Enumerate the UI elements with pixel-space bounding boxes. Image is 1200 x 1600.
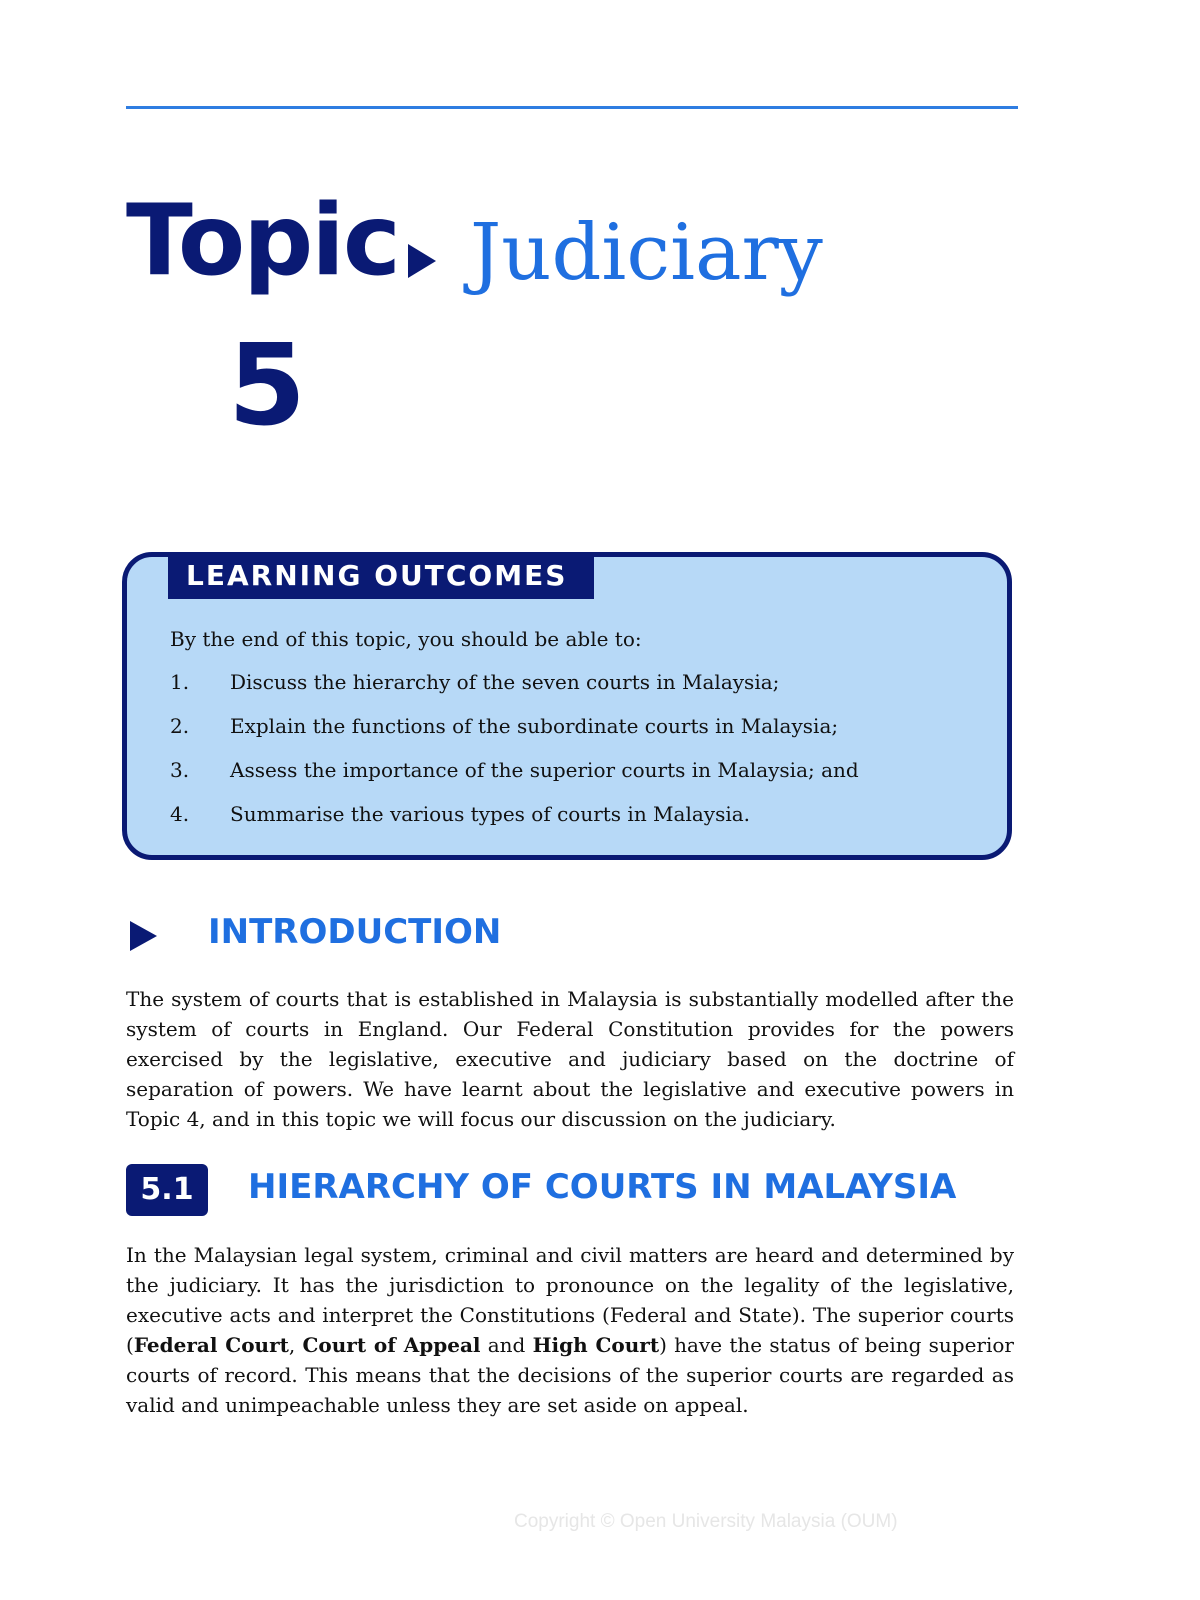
section-heading: HIERARCHY OF COURTS IN MALAYSIA <box>248 1167 957 1207</box>
paragraph-text: and <box>480 1333 533 1357</box>
list-item-number: 3. <box>170 758 190 782</box>
paragraph-text: ) have the status of being superior courts of record. This means that the decisions of the superior courts are regarded as valid and unimpeachable unless they are set aside on appeal. <box>126 1333 1014 1417</box>
list-item-text: Discuss the hierarchy of the seven courts in Malaysia; <box>230 670 780 694</box>
paragraph-text: , <box>288 1333 303 1357</box>
play-arrow-icon <box>130 921 157 951</box>
learning-outcomes-heading: LEARNING OUTCOMES <box>168 553 594 599</box>
paragraph-text: In the Malaysian legal system, criminal and civil matters are heard and determined by the judiciary. It has the jurisdiction to pronounce on the legality of the legislative, executive acts and interpret the Constitutions (Federal and State). The superior courts ( <box>126 1243 1014 1357</box>
topic-number: 5 <box>228 321 306 451</box>
list-item-number: 1. <box>170 670 190 694</box>
list-item-text: Summarise the various types of courts in Malaysia. <box>230 802 751 826</box>
introduction-paragraph: The system of courts that is established in Malaysia is substantially modelled after the system of courts in England. Our Federal Constitution provides for the powers exercised by the legislative, executive and judiciary based on the doctrine of separation of powers. We have learnt about the legislative and executive powers in Topic 4, and in this topic we will focus our discussion on the judiciary. <box>126 987 1014 1131</box>
list-item-number: 4. <box>170 802 190 826</box>
topic-label: Topic <box>126 184 399 298</box>
introduction-heading: INTRODUCTION <box>208 912 502 952</box>
play-arrow-icon <box>408 244 436 278</box>
list-item-text: Explain the functions of the subordinate courts in Malaysia; <box>230 714 839 738</box>
list-item-number: 2. <box>170 714 190 738</box>
section-paragraph <box>126 1240 1014 1420</box>
court-name: Court of Appeal <box>302 1333 481 1357</box>
list-item-text: Assess the importance of the superior courts in Malaysia; and <box>230 758 859 782</box>
court-name: High Court <box>532 1333 660 1357</box>
header-rule <box>126 106 1018 109</box>
copyright-notice: Copyright © Open University Malaysia (OUM) <box>514 1511 898 1532</box>
page-title: Judiciary <box>470 208 823 298</box>
court-name: Federal Court <box>133 1333 289 1357</box>
section-number-badge: 5.1 <box>126 1164 208 1216</box>
learning-outcomes-intro: By the end of this topic, you should be able to: <box>170 627 642 651</box>
